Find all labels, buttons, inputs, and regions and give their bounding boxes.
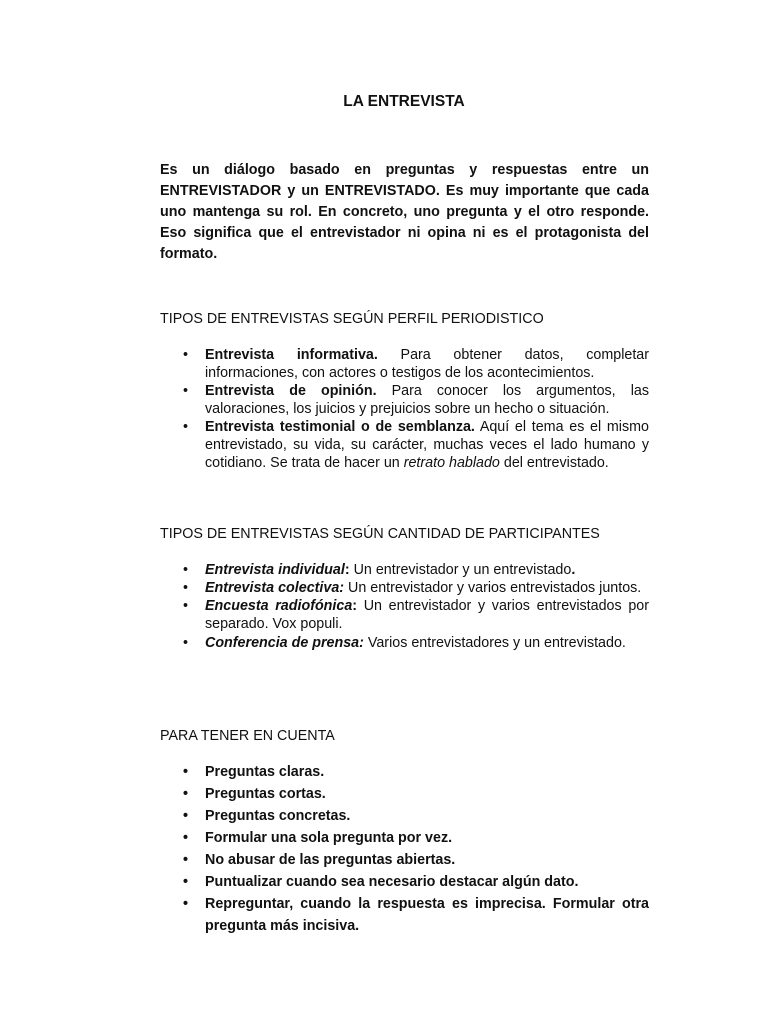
list-item: [160, 561, 649, 579]
bullet-icon: •: [183, 896, 189, 912]
list-item: [160, 633, 649, 653]
item-term: Encuesta radiofónica: [205, 598, 353, 614]
list-item: [160, 761, 649, 783]
participantes-list: [160, 561, 649, 653]
bullet-icon: •: [183, 347, 189, 363]
bullet-icon: •: [183, 764, 189, 780]
item-colon: :: [344, 562, 350, 578]
section-heading-perfil: TIPOS DE ENTREVISTAS SEGÚN PERFIL PERIODISTICO: [160, 311, 544, 327]
intro-paragraph: Es un diálogo basado en preguntas y respuestas entre un ENTREVISTADOR y un ENTREVISTADO. Es muy importante que cada uno mantenga su rol. En concreto, uno pregunta y el otro responde. Eso significa que el entrevistador ni opina ni es el protagonista del formato.: [160, 162, 649, 262]
bullet-icon: •: [183, 635, 189, 651]
perfil-list: [160, 346, 649, 472]
item-text: Para conocer los argumentos, las valoraciones, los juicios y prejuicios sobre un hecho o situación.: [205, 383, 649, 417]
item-text: No abusar de las preguntas abiertas.: [205, 852, 456, 868]
item-text: Preguntas concretas.: [205, 808, 351, 824]
list-item: [160, 827, 649, 849]
list-item: [160, 418, 649, 472]
list-item: [160, 805, 649, 827]
item-text: Formular una sola pregunta por vez.: [205, 830, 453, 846]
list-item: [160, 597, 649, 633]
bullet-icon: •: [183, 580, 189, 596]
item-text: Varios entrevistadores y un entrevistado.: [363, 635, 626, 651]
item-text: Un entrevistador y un entrevistado: [349, 562, 572, 578]
list-item: [160, 783, 649, 805]
item-text: Puntualizar cuando sea necesario destacar algún dato.: [205, 874, 579, 890]
bullet-icon: •: [183, 830, 189, 846]
section-heading-cuenta: PARA TENER EN CUENTA: [160, 728, 335, 744]
item-end: .: [571, 562, 576, 578]
item-colon: :: [352, 598, 358, 614]
item-text: Preguntas claras.: [205, 764, 325, 780]
bullet-icon: •: [183, 874, 189, 890]
list-item: [160, 849, 649, 871]
page-title: LA ENTREVISTA: [343, 93, 465, 110]
item-term: Entrevista informativa.: [205, 347, 378, 363]
list-item: [160, 871, 649, 893]
bullet-icon: •: [183, 383, 189, 399]
item-text: Repreguntar, cuando la respuesta es imprecisa. Formular otra pregunta más incisiva.: [205, 896, 649, 934]
section-heading-participantes: TIPOS DE ENTREVISTAS SEGÚN CANTIDAD DE PARTICIPANTES: [160, 526, 600, 542]
item-term: Entrevista de opinión.: [205, 383, 377, 399]
item-text: Un entrevistador y varios entrevistados por separado. Vox populi.: [205, 598, 649, 632]
item-text-after: del entrevistado.: [499, 455, 609, 471]
list-item: [160, 893, 649, 937]
item-term: Conferencia de prensa:: [205, 635, 364, 651]
bullet-icon: •: [183, 786, 189, 802]
item-term: Entrevista individual: [205, 562, 345, 578]
item-text: Preguntas cortas.: [205, 786, 326, 802]
bullet-icon: •: [183, 419, 189, 435]
bullet-icon: •: [183, 808, 189, 824]
item-text: Aquí el tema es el mismo entrevistado, su vida, su carácter, muchas veces el lado humano y cotidiano. Se trata de hacer un: [205, 419, 649, 471]
list-item: [160, 382, 649, 418]
item-text: Para obtener datos, completar informaciones, con actores o testigos de los acontecimientos.: [205, 347, 650, 381]
list-item: [160, 346, 649, 382]
item-text: Un entrevistador y varios entrevistados juntos.: [344, 580, 642, 596]
bullet-icon: •: [183, 598, 189, 614]
bullet-icon: •: [183, 852, 189, 868]
bullet-icon: •: [183, 562, 189, 578]
list-item: [160, 579, 649, 597]
item-term: Entrevista testimonial o de semblanza.: [205, 419, 475, 435]
cuenta-list: [160, 761, 649, 937]
item-emphasis: retrato hablado: [403, 455, 500, 471]
item-term: Entrevista colectiva:: [205, 580, 345, 596]
